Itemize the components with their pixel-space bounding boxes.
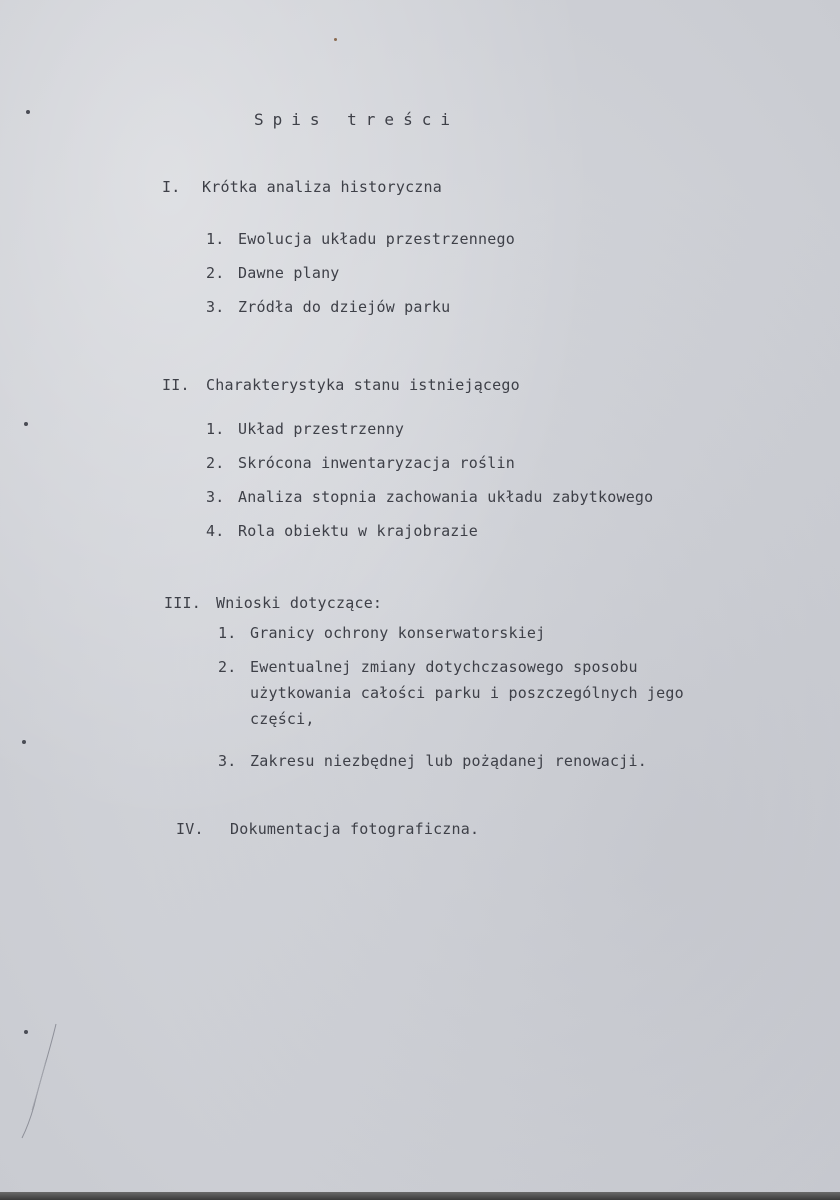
section-number: II.: [162, 376, 190, 394]
section-number: IV.: [176, 820, 204, 838]
item-text: Układ przestrzenny: [238, 420, 405, 438]
item-text: Zakresu niezbędnej lub pożądanej renowacji.: [250, 752, 647, 770]
paper-speck: [22, 740, 26, 744]
toc-item: [206, 454, 515, 472]
item-number: 2.: [206, 264, 225, 282]
page-bottom-edge: [0, 1192, 840, 1200]
item-number: 3.: [218, 752, 237, 770]
toc-item: [206, 488, 653, 506]
toc-item: [206, 420, 404, 438]
item-text: Zródła do dziejów parku: [238, 298, 451, 316]
item-text: Ewentualnej zmiany dotychczasowego sposobu: [250, 658, 638, 676]
toc-item: [218, 752, 647, 770]
toc-item-continuation: użytkowania całości parku i poszczególnych jego: [250, 684, 684, 702]
toc-item: [218, 658, 638, 676]
toc-item: [206, 522, 478, 540]
section-heading: [164, 594, 382, 612]
item-number: 1.: [206, 230, 225, 248]
item-number: 2.: [206, 454, 225, 472]
paper-crease: [16, 1020, 60, 1140]
toc-item: [206, 298, 450, 316]
section-number: III.: [164, 594, 201, 612]
item-number: 4.: [206, 522, 225, 540]
paper-speck: [334, 38, 337, 41]
item-text: Granicy ochrony konserwatorskiej: [250, 624, 546, 642]
section-heading: [162, 178, 442, 196]
page-title: Spis treści: [254, 110, 459, 129]
item-text: Dawne plany: [238, 264, 340, 282]
section-label: Krótka analiza historyczna: [202, 178, 442, 196]
toc-item-continuation: części,: [250, 710, 315, 728]
paper-speck: [26, 110, 30, 114]
section-label: Dokumentacja fotograficzna.: [230, 820, 480, 838]
paper-speck: [24, 422, 28, 426]
item-number: 1.: [206, 420, 225, 438]
item-number: 2.: [218, 658, 237, 676]
section-label: Charakterystyka stanu istniejącego: [206, 376, 520, 394]
toc-item: [206, 230, 515, 248]
item-text: Skrócona inwentaryzacja roślin: [238, 454, 515, 472]
section-heading: [162, 376, 520, 394]
item-number: 3.: [206, 488, 225, 506]
item-text: Rola obiektu w krajobrazie: [238, 522, 478, 540]
section-label: Wnioski dotyczące:: [216, 594, 383, 612]
section-heading: [176, 820, 479, 838]
item-text: Analiza stopnia zachowania układu zabytkowego: [238, 488, 654, 506]
item-number: 1.: [218, 624, 237, 642]
toc-item: [218, 624, 545, 642]
item-text: Ewolucja układu przestrzennego: [238, 230, 515, 248]
section-number: I.: [162, 178, 181, 196]
toc-item: [206, 264, 340, 282]
item-number: 3.: [206, 298, 225, 316]
